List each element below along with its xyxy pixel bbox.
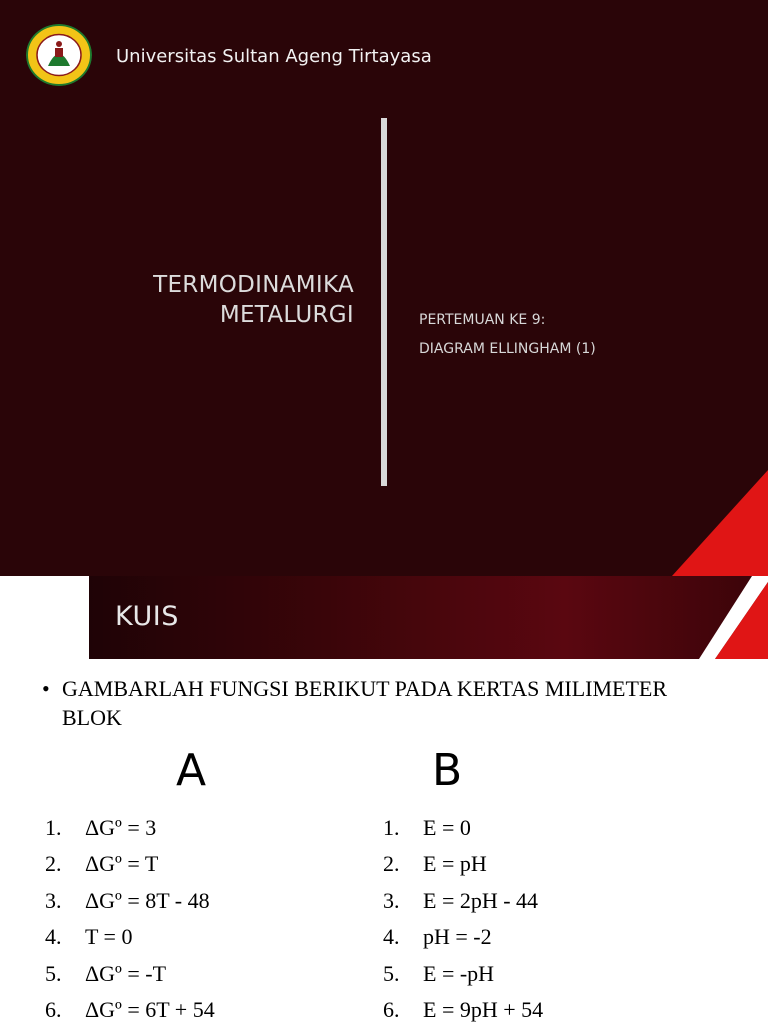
column-b-header: B (432, 745, 463, 796)
quiz-slide (0, 576, 768, 1024)
list-item: 5. ΔGº = -T (45, 960, 167, 986)
list-item: 4. pH = -2 (383, 924, 492, 950)
subtitle-line-2: DIAGRAM ELLINGHAM (1) (419, 341, 596, 357)
column-a-list (45, 810, 215, 1024)
subtitle-line-1: PERTEMUAN KE 9: (419, 312, 546, 328)
list-item: 3. E = 2pH - 44 (383, 887, 539, 913)
bullet-dot: • (42, 676, 50, 701)
list-item: 2. ΔGº = T (45, 851, 159, 877)
column-a-header: A (176, 745, 207, 796)
title-line-1: TERMODINAMIKA (153, 272, 354, 298)
list-item: 6. E = 9pH + 54 (383, 996, 544, 1022)
title-line-2: METALURGI (219, 302, 354, 328)
list-item: 6. ΔGº = 6T + 54 (45, 996, 215, 1022)
list-item: 5. E = -pH (383, 960, 495, 986)
instruction-bullet (42, 674, 722, 732)
slide-heading: KUIS (115, 601, 179, 632)
instruction-text: GAMBARLAH FUNGSI BERIKUT PADA KERTAS MILIMETER BLOK (62, 676, 668, 730)
column-b-list (383, 810, 543, 1024)
list-item: 1. ΔGº = 3 (45, 815, 157, 840)
list-item: 3. ΔGº = 8T - 48 (45, 887, 210, 913)
list-item: 2. E = pH (383, 851, 487, 877)
list-item: 1. E = 0 (383, 815, 471, 840)
university-name: Universitas Sultan Ageng Tirtayasa (116, 46, 432, 67)
list-item: 4. T = 0 (45, 924, 133, 950)
